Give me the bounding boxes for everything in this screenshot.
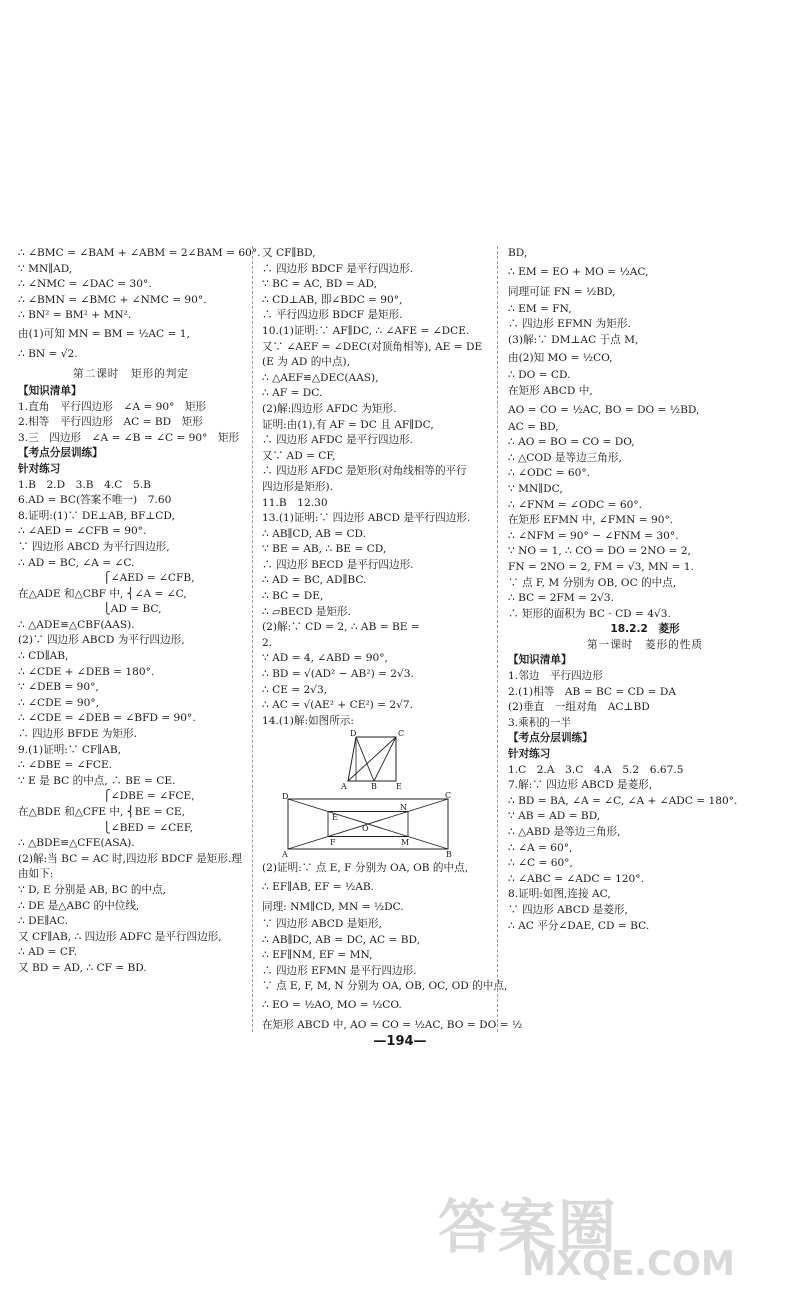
text-line: ∵ NO = 1, ∴ CO = DO = 2NO = 2, [508, 545, 691, 558]
text-line: 【考点分层训练】 [18, 447, 103, 460]
text-line: ∵ 四边形 ABCD 为平行四边形, [18, 540, 170, 553]
fig13-label-d: D [350, 729, 357, 739]
text-line: 11.B 12.30 [262, 496, 328, 509]
fig14-label-a: A [282, 850, 288, 860]
text-line: 8.证明:(1)∵ DE⊥AB, BF⊥CD, [18, 509, 175, 522]
text-line: 8.证明:如图,连接 AC, [508, 888, 611, 901]
fig14-label-f: F [330, 838, 336, 848]
text-line: 3.三 四边形 ∠A = ∠B = ∠C = 90° 矩形 [18, 431, 240, 444]
text-line: ∴ ∠BMN = ∠BMC + ∠NMC = 90°. [18, 293, 207, 306]
text-line: ∴ △BDE≌△CFE(ASA). [18, 837, 135, 850]
text-line: ∴ EF∥AB, EF = ½AB. [262, 881, 375, 893]
text-line: (2)∵ 四边形 ABCD 为平行四边形, [18, 634, 185, 647]
text-line: ∴ AC = √(AE² + CE²) = 2√7. [262, 699, 414, 712]
text-line: ∴ △COD 是等边三角形, [508, 451, 622, 464]
text-line: ⎧∠DBE = ∠FCE, [18, 790, 195, 803]
figure-14-rectangle [282, 793, 452, 859]
fig13-label-a: A [341, 782, 347, 792]
text-line: ∴ ∠C = 60°, [508, 857, 573, 870]
text-line: 又 CF∥AB, ∴ 四边形 ADFC 是平行四边形, [18, 930, 222, 943]
text-line: ∴ EO = ½AO, MO = ½CO. [262, 998, 402, 1011]
text-line: (2)解:四边形 AFDC 为矩形. [262, 402, 397, 415]
text-line: 2.(1)相等 AB = BC = CD = DA [508, 685, 676, 698]
text-line: BD, [508, 247, 528, 259]
text-line: ∵ AB = AD = BD, [508, 810, 601, 823]
text-line: 1.C 2.A 3.C 4.A 5.2 6.67.5 [508, 763, 684, 776]
text-line: ∵ MN∥DC, [508, 482, 563, 495]
text-line: ∴ BD = √(AD² − AB²) = 2√3. [262, 668, 414, 681]
text-line: 【知识清单】 [18, 384, 82, 397]
text-line: ∵ 点 F, M 分别为 OB, OC 的中点, [508, 576, 677, 589]
text-line: 针对练习 [18, 462, 61, 475]
fig13-label-c: C [398, 729, 405, 739]
text-line: 1.邻边 平行四边形 [508, 670, 603, 683]
text-line: 同理可证 FN = ½BD, [508, 285, 616, 298]
fig13-label-e: E [396, 782, 402, 792]
text-line: ∴ 四边形 BDCF 是平行四边形. [262, 262, 414, 275]
text-line: 由如下: [18, 868, 54, 881]
text-line: 针对练习 [508, 748, 551, 761]
text-line: ∴ BC = 2FM = 2√3. [508, 592, 614, 605]
text-line: 2. [262, 636, 273, 649]
text-line: ∵ 点 E, F, M, N 分别为 OA, OB, OC, OD 的中点, [262, 980, 508, 993]
text-line: (3)解:∵ DM⊥AC 于点 M, [508, 333, 639, 346]
text-line: 6.AD = BC(答案不唯一) 7.60 [18, 494, 172, 507]
text-line: 【考点分层训练】 [508, 732, 593, 745]
text-line: 在矩形 EFMN 中, ∠FMN = 90°. [508, 514, 674, 527]
text-line: ∴ ∠DBE = ∠FCE. [18, 759, 113, 772]
page-number: —194— [373, 1034, 427, 1049]
text-line: 14.(1)解:如图所示: [262, 714, 354, 727]
text-line: ⎩AD = BC, [18, 603, 162, 616]
fig14-label-d: D [282, 792, 289, 802]
column-middle-part-a [262, 246, 484, 729]
text-line: 在△ADE 和△CBF 中, ⎨∠A = ∠C, [18, 587, 187, 600]
text-line: ∴ 矩形的面积为 BC · CD = 4√3. [508, 607, 671, 620]
text-line: 又∵ AD = CF, [262, 449, 336, 462]
text-line: ∴ ▱BECD 是矩形. [262, 605, 351, 618]
text-line: ∴ 平行四边形 BDCF 是矩形. [262, 309, 403, 322]
figure-13-rectangle [340, 731, 410, 791]
text-line: 3.乘积的一半 [508, 716, 572, 729]
text-line: ∴ ∠ODC = 60°. [508, 467, 591, 480]
text-line: ∴ BC = DE, [262, 590, 324, 603]
text-line: ∴ CD⊥AB, 即∠BDC = 90°, [262, 293, 403, 306]
watermark-logo [430, 1180, 790, 1290]
text-line: 2.相等 平行四边形 AC = BD 矩形 [18, 416, 203, 429]
text-line: 又 CF∥BD, [262, 247, 316, 259]
column-middle [262, 246, 523, 1035]
text-line: ∵ E 是 BC 的中点, ∴ BE = CE. [18, 774, 176, 787]
text-line: ∴ 四边形 AFDC 是平行四边形. [262, 434, 414, 447]
text-line: ∴ ∠BMC = ∠BAM + ∠ABM = 2∠BAM = 60°. [18, 247, 261, 259]
text-line: ∴ AO = BO = CO = DO, [508, 436, 635, 449]
text-line: ∴ AB∥CD, AB = CD. [262, 527, 367, 540]
text-line: ⎩∠BED = ∠CEF, [18, 821, 193, 834]
text-line: 在矩形 ABCD 中, AO = CO = ½AC, BO = DO = ½ [262, 1018, 523, 1031]
text-line: ∴ AC 平分∠DAE, CD = BC. [508, 919, 650, 932]
text-line: 1.直角 平行四边形 ∠A = 90° 矩形 [18, 400, 207, 413]
text-line: ∴ ∠NFM = 90° − ∠FNM = 30°. [508, 529, 679, 542]
text-line: ∵ MN∥AD, [18, 262, 73, 275]
watermark-url: MXQE.COM [522, 1244, 735, 1284]
text-line: AO = CO = ½AC, BO = DO = ½BD, [508, 403, 700, 416]
text-line: ∴ ∠A = 60°, [508, 841, 573, 854]
fig14-label-n: N [400, 803, 407, 813]
text-line: 10.(1)证明:∵ AF∥DC, ∴ ∠AFE = ∠DCE. [262, 324, 470, 337]
text-line: ∴ CE = 2√3, [262, 683, 328, 696]
text-line: 1.B 2.D 3.B 4.C 5.B [18, 478, 151, 491]
text-line: ∴ CD∥AB, [18, 650, 69, 663]
text-line: (E 为 AD 的中点), [262, 356, 350, 369]
text-line: ∵ ∠DEB = 90°, [18, 681, 99, 694]
text-line: ∴ BD = BA, ∠A = ∠C, ∠A + ∠ADC = 180°. [508, 794, 738, 807]
text-line: ∴ AD = BC, AD∥BC. [262, 574, 367, 587]
text-line: 证明:由(1),有 AF = DC 且 AF∥DC, [262, 418, 434, 431]
text-line: ∴ AF = DC. [262, 387, 323, 400]
watermark-title: 答案圈 [438, 1193, 619, 1261]
text-line: ∴ AD = CF. [18, 946, 78, 959]
text-line: 又 BD = AD, ∴ CF = BD. [18, 961, 147, 974]
text-line: ∵ 四边形 ABCD 是菱形, [508, 903, 628, 916]
text-line: 9.(1)证明:∵ CF∥AB, [18, 743, 121, 756]
text-line: ∴ 四边形 BECD 是平行四边形. [262, 558, 414, 571]
column-middle-part-b [262, 861, 523, 1035]
text-line: 在矩形 ABCD 中, [508, 384, 593, 397]
text-line: ∵ BC = AC, BD = AD, [262, 278, 377, 291]
text-line: ∴ ∠AED = ∠CFB = 90°. [18, 525, 147, 538]
text-line: ∴ EM = EO + MO = ½AC, [508, 265, 649, 278]
text-line: 又∵ ∠AEF = ∠DEC(对顶角相等), AE = DE [262, 340, 483, 353]
text-line: ∴ 四边形 EFMN 为矩形. [508, 318, 631, 331]
text-line: ∴ ∠CDE = ∠DEB = ∠BFD = 90°. [18, 712, 196, 725]
text-line: ∴ AD = BC, ∠A = ∠C. [18, 556, 135, 569]
text-line: ∴ BN² = BM² + MN². [18, 309, 132, 322]
text-line: ∴ DE∥AC. [18, 915, 68, 928]
column-divider-right [497, 246, 498, 1032]
text-line: ∴ 四边形 BFDE 为矩形. [18, 728, 137, 741]
text-line: (2)垂直 一组对角 AC⊥BD [508, 701, 650, 714]
text-line: ∴ ∠FNM = ∠ODC = 60°. [508, 498, 642, 511]
text-line: ∴ BN = √2. [18, 347, 78, 360]
text-line: 同理: NM∥CD, MN = ½DC. [262, 901, 404, 913]
column-divider-left [252, 246, 253, 1032]
text-line: ∴ △AEF≌△DEC(AAS), [262, 371, 379, 384]
text-line: (2)解:当 BC = AC 时,四边形 BDCF 是矩形.理 [18, 852, 242, 865]
text-line: 由(2)知 MO = ½CO, [508, 352, 613, 365]
fig13-label-b: B [371, 782, 377, 792]
text-line: ∴ 四边形 AFDC 是矩形(对角线相等的平行 [262, 465, 467, 478]
text-line: ∴ EM = FN, [508, 302, 572, 315]
fig14-label-m: M [401, 838, 410, 848]
text-line: ∴ △ADE≌△CBF(AAS). [18, 618, 135, 631]
column-right [508, 246, 782, 934]
text-line: 13.(1)证明:∵ 四边形 ABCD 是平行四边形. [262, 512, 471, 525]
text-line: ∴ DO = CD. [508, 369, 571, 382]
text-line: ∴ EF∥NM, EF = MN, [262, 949, 373, 962]
text-line: ∴ 四边形 EFMN 是平行四边形. [262, 964, 417, 977]
fig14-label-c: C [445, 791, 452, 801]
text-line: ∵ 四边形 ABCD 是矩形, [262, 918, 382, 930]
fig14-label-e: E [332, 813, 338, 823]
text-line: ⎧∠AED = ∠CFB, [18, 572, 195, 585]
fig14-label-b: B [446, 850, 452, 860]
text-line: 第一课时 菱形的性质 [587, 638, 703, 651]
text-line: 第二课时 矩形的判定 [73, 367, 189, 380]
text-line: ∴ AB∥DC, AB = DC, AC = BD, [262, 933, 421, 946]
text-line: 7.解:∵ 四边形 ABCD 是菱形, [508, 779, 653, 792]
text-line: AC = BD, [508, 420, 559, 433]
text-line: ∵ BE = AB, ∴ BE = CD, [262, 543, 387, 556]
text-line: ∵ D, E 分别是 AB, BC 的中点, [18, 883, 166, 896]
text-line: ∴ ∠CDE = 90°, [18, 696, 100, 709]
column-left [18, 246, 261, 977]
text-line: 四边形是矩形). [262, 480, 334, 493]
text-line: 18.2.2 菱形 [610, 623, 680, 636]
text-line: ∵ AD = 4, ∠ABD = 90°, [262, 652, 388, 665]
text-line: ∴ DE 是△ABC 的中位线, [18, 899, 140, 912]
fig14-label-o: O [362, 824, 369, 834]
text-line: ∴ ∠NMC = ∠DAC = 30°. [18, 278, 152, 291]
text-line: (2)证明:∵ 点 E, F 分别为 OA, OB 的中点, [262, 862, 469, 875]
text-line: 【知识清单】 [508, 654, 572, 667]
text-line: 在△BDE 和△CFE 中, ⎨BE = CE, [18, 806, 186, 818]
text-line: ∴ ∠CDE + ∠DEB = 180°. [18, 665, 155, 678]
text-line: FN = 2NO = 2, FM = √3, MN = 1. [508, 560, 694, 573]
text-line: ∴ ∠ABC = ∠ADC = 120°. [508, 872, 644, 885]
text-line: (2)解:∵ CD = 2, ∴ AB = BE = [262, 621, 420, 634]
text-line: 由(1)可知 MN = BM = ½AC = 1, [18, 327, 190, 340]
text-line: ∴ △ABD 是等边三角形, [508, 826, 621, 838]
